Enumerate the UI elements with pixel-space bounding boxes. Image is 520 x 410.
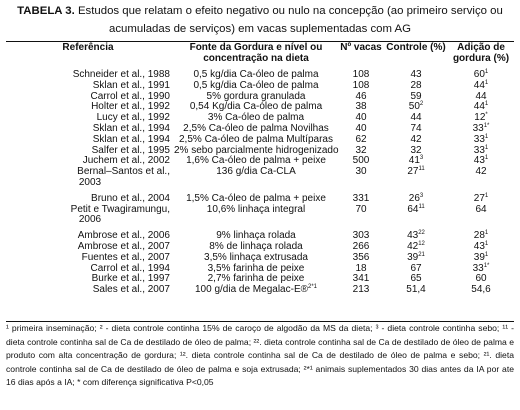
cell-vacas-value: 18 xyxy=(355,262,367,274)
cell-vacas-value: 341 xyxy=(352,273,370,285)
header-vacas: Nº vacas xyxy=(340,42,382,53)
cell-adicao-note: 1 xyxy=(484,133,489,140)
cell-vacas-value: 500 xyxy=(352,155,370,167)
cell-adicao-note: 1 xyxy=(484,155,489,162)
cell-referencia-value: Salfer et al., 1995 xyxy=(91,144,170,156)
cell-controle-value: 39 xyxy=(407,251,419,263)
cell-controle-value: 74 xyxy=(410,122,422,134)
cell-vacas-value: 32 xyxy=(355,144,367,156)
cell-fonte-value: 3,5% linhaça extrusada xyxy=(204,251,308,263)
cell-adicao-value: 33 xyxy=(472,262,484,274)
cell-vacas xyxy=(338,178,384,189)
cell-vacas xyxy=(338,215,384,226)
cell-controle-note: 22 xyxy=(418,230,425,237)
cell-fonte-value: 100 g/dia de Megalac-E® xyxy=(194,284,308,296)
cell-fonte-value: 2,5% Ca-óleo de palma Novilhas xyxy=(183,122,329,134)
cell-adicao-value: 28 xyxy=(473,230,485,242)
cell-adicao xyxy=(448,205,514,216)
cell-adicao-note: 1 xyxy=(484,240,489,247)
cell-referencia-value: Sklan et al., 1994 xyxy=(92,133,170,145)
cell-fonte-value: 136 g/dia Ca-CLA xyxy=(216,166,296,178)
cell-fonte xyxy=(174,167,338,178)
cell-fonte-value: 8% de linhaça rolada xyxy=(209,240,303,252)
cell-adicao-value: 39 xyxy=(473,251,485,263)
cell-vacas-value: 46 xyxy=(355,90,367,102)
cell-vacas xyxy=(338,167,384,178)
table-row xyxy=(6,285,514,296)
cell-fonte-value: 5% gordura granulada xyxy=(206,90,306,102)
cell-controle-value: 65 xyxy=(410,273,422,285)
cell-controle xyxy=(384,285,448,296)
header-fonte: Fonte da Gordura e nível ou concentração na dieta xyxy=(189,42,323,64)
cell-controle-value: 32 xyxy=(410,144,422,156)
cell-fonte-value: 2,7% farinha de peixe xyxy=(207,273,305,285)
cell-fonte xyxy=(174,205,338,216)
cell-vacas-value: 356 xyxy=(352,251,370,263)
cell-vacas-value: 40 xyxy=(355,122,367,134)
cell-referencia-value: Burke et al., 1997 xyxy=(91,273,170,285)
cell-fonte-value: 0,5 kg/dia Ca-óleo de palma xyxy=(193,79,319,91)
cell-fonte-note: 2*1 xyxy=(307,284,317,291)
cell-referencia xyxy=(6,178,174,189)
cell-fonte-value: 2,5% Ca-óleo de palma Multíparas xyxy=(179,133,333,145)
cell-adicao-value: 54,6 xyxy=(471,284,491,296)
cell-referencia-value: Sklan et al., 1991 xyxy=(92,79,170,91)
cell-referencia-value: Carrol et al., 1994 xyxy=(90,262,170,274)
cell-fonte-value: 0,5 kg/dia Ca-óleo de palma xyxy=(193,69,319,80)
cell-referencia-value: 2006 xyxy=(78,214,102,226)
cell-adicao-value: 42 xyxy=(475,166,487,178)
cell-adicao-value: 44 xyxy=(475,90,487,102)
cell-vacas-value: 108 xyxy=(352,79,370,91)
cell-vacas xyxy=(338,285,384,296)
cell-controle-note: 2 xyxy=(419,101,424,108)
cell-fonte xyxy=(174,178,338,189)
cell-referencia-value: Fuentes et al., 2007 xyxy=(81,251,170,263)
cell-adicao-note: 1 xyxy=(484,101,489,108)
cell-fonte-value: 3,5% farinha de peixe xyxy=(207,262,305,274)
cell-referencia xyxy=(6,285,174,296)
table-caption xyxy=(6,2,514,38)
cell-referencia-value: Carrol et al., 1990 xyxy=(90,90,170,102)
cell-adicao-note: 1 xyxy=(484,69,489,75)
cell-controle-note: 21 xyxy=(418,251,425,258)
cell-adicao-value: 12 xyxy=(474,112,486,124)
cell-vacas-value: 213 xyxy=(352,284,370,296)
table-row xyxy=(6,215,514,226)
table-body xyxy=(6,70,514,296)
cell-controle-note: 3 xyxy=(419,192,424,199)
cell-controle-value: 26 xyxy=(408,192,420,204)
cell-controle-value: 27 xyxy=(407,166,419,178)
cell-referencia-value: Bernal–Santos et al., xyxy=(77,166,170,178)
cell-referencia-value: Sklan et al., 1994 xyxy=(92,122,170,134)
cell-controle-value: 41 xyxy=(408,155,420,167)
cell-vacas-value: 38 xyxy=(355,101,367,113)
cell-controle-value: 51,4 xyxy=(406,284,426,296)
cell-referencia-value: Schneider et al., 1988 xyxy=(72,69,170,80)
data-table xyxy=(6,42,514,296)
cell-controle-value: 28 xyxy=(410,79,422,91)
cell-adicao-value: 33 xyxy=(473,133,485,145)
cell-fonte-value: 9% linhaça rolada xyxy=(216,230,296,242)
table-row xyxy=(6,178,514,189)
cell-adicao-value: 33 xyxy=(473,144,485,156)
cell-controle-value: 59 xyxy=(410,90,422,102)
cell-adicao-value: 60 xyxy=(473,69,485,80)
header-adicao: Adição de gordura (%) xyxy=(452,42,510,64)
cell-vacas-value: 62 xyxy=(355,133,367,145)
cell-adicao-value: 27 xyxy=(473,192,485,204)
cell-adicao-value: 43 xyxy=(473,240,485,252)
cell-referencia-value: Holter et al., 1992 xyxy=(91,101,170,113)
cell-vacas-value: 331 xyxy=(352,192,370,204)
cell-referencia-value: Ambrose et al., 2006 xyxy=(77,230,170,242)
cell-adicao xyxy=(448,285,514,296)
cell-controle-note: 11 xyxy=(418,203,425,210)
cell-adicao-note: 1 xyxy=(484,144,489,151)
cell-controle-value: 67 xyxy=(410,262,422,274)
cell-controle-value: 43 xyxy=(407,230,419,242)
header-row xyxy=(6,42,514,70)
cell-fonte-value: 1,6% Ca-óleo de palma + peixe xyxy=(186,155,326,167)
cell-adicao-note: 1* xyxy=(483,262,490,269)
cell-adicao-value: 33 xyxy=(472,122,484,134)
cell-referencia-value: Lucy et al., 1992 xyxy=(96,112,170,124)
cell-fonte xyxy=(174,215,338,226)
cell-controle xyxy=(384,178,448,189)
cell-referencia-value: Sales et al., 2007 xyxy=(92,284,170,296)
cell-adicao xyxy=(448,178,514,189)
cell-referencia-value: 2003 xyxy=(78,176,102,188)
cell-referencia xyxy=(6,215,174,226)
cell-controle-value: 42 xyxy=(410,133,422,145)
cell-fonte-value: 1,5% Ca-óleo de palma + peixe xyxy=(186,192,326,204)
cell-vacas-value: 303 xyxy=(352,230,370,242)
cell-fonte xyxy=(174,285,338,296)
cell-vacas-value: 266 xyxy=(352,240,370,252)
cell-referencia-value: Petit e Twagiramungu, xyxy=(70,203,170,215)
cell-adicao-note: 1 xyxy=(484,192,489,199)
cell-controle-note: 11 xyxy=(418,166,425,173)
cell-controle-note: 12 xyxy=(418,240,425,247)
table-label: TABELA 3. xyxy=(17,5,75,17)
cell-controle xyxy=(384,205,448,216)
cell-adicao-note: * xyxy=(485,112,488,119)
cell-vacas-value: 40 xyxy=(355,112,367,124)
cell-referencia-value: Juchem et al., 2002 xyxy=(82,155,170,167)
cell-controle-value: 42 xyxy=(407,240,419,252)
cell-controle-value: 44 xyxy=(410,112,422,124)
header-controle: Controle (%) xyxy=(386,42,446,53)
cell-controle-value: 50 xyxy=(408,101,420,113)
cell-controle xyxy=(384,215,448,226)
cell-fonte-value: 0,54 Kg/dia Ca-óleo de palma xyxy=(189,101,323,113)
cell-adicao-value: 44 xyxy=(473,79,485,91)
footnote: ¹ primeira inseminação; ² - dieta controle continha 15% de caroço de algodão da MS da dieta; ³ - dieta controle continha sebo; ¹¹ - dieta controle continha sal de Ca de destilado de óleo de palma; ²². dieta controle continha sal de Ca de destilado de óleo de palma e produto com alta concentração de gordura; ¹². dieta controle continha sal de Ca de destilado de óleo de palma e sebo; ²¹. dieta controle continha sal de Ca de destilado de óleo de palma e soja extrusada; ²*¹ animais suplementados 30 dias antes da IA por ate 16 dias após a IA; * com diferença significativa P<0,05 xyxy=(6,323,514,388)
cell-adicao-value: 64 xyxy=(475,203,487,215)
cell-adicao-note: 1 xyxy=(484,230,489,237)
cell-adicao-note: 1 xyxy=(484,79,489,86)
cell-controle xyxy=(384,167,448,178)
cell-adicao-value: 44 xyxy=(473,101,485,113)
cell-controle-note: 3 xyxy=(419,155,424,162)
cell-referencia-value: Bruno et al., 2004 xyxy=(91,192,170,204)
cell-vacas-value: 108 xyxy=(352,69,370,80)
cell-fonte-value: 10,6% linhaça integral xyxy=(206,203,306,215)
cell-vacas-value: 70 xyxy=(355,203,367,215)
table-title: Estudos que relatam o efeito negativo ou nulo na concepção (ao primeiro serviço ou acumuladas de serviços) em vacas suplementadas com AG xyxy=(77,5,503,35)
cell-adicao xyxy=(448,167,514,178)
cell-adicao xyxy=(448,215,514,226)
cell-vacas xyxy=(338,205,384,216)
cell-fonte-value: 3% Ca-óleo de palma xyxy=(207,112,305,124)
cell-adicao-value: 60 xyxy=(475,273,487,285)
cell-vacas-value: 30 xyxy=(355,166,367,178)
cell-adicao-note: 1 xyxy=(484,251,489,258)
cell-controle-value: 64 xyxy=(407,203,419,215)
cell-referencia-value: Ambrose et al., 2007 xyxy=(77,240,170,252)
cell-adicao-value: 43 xyxy=(473,155,485,167)
cell-controle-value: 43 xyxy=(410,69,422,80)
cell-fonte-value: 2% sebo parcialmente hidrogenizado xyxy=(174,144,339,156)
header-referencia: Referência xyxy=(62,42,114,53)
cell-adicao-note: 1* xyxy=(483,122,490,129)
